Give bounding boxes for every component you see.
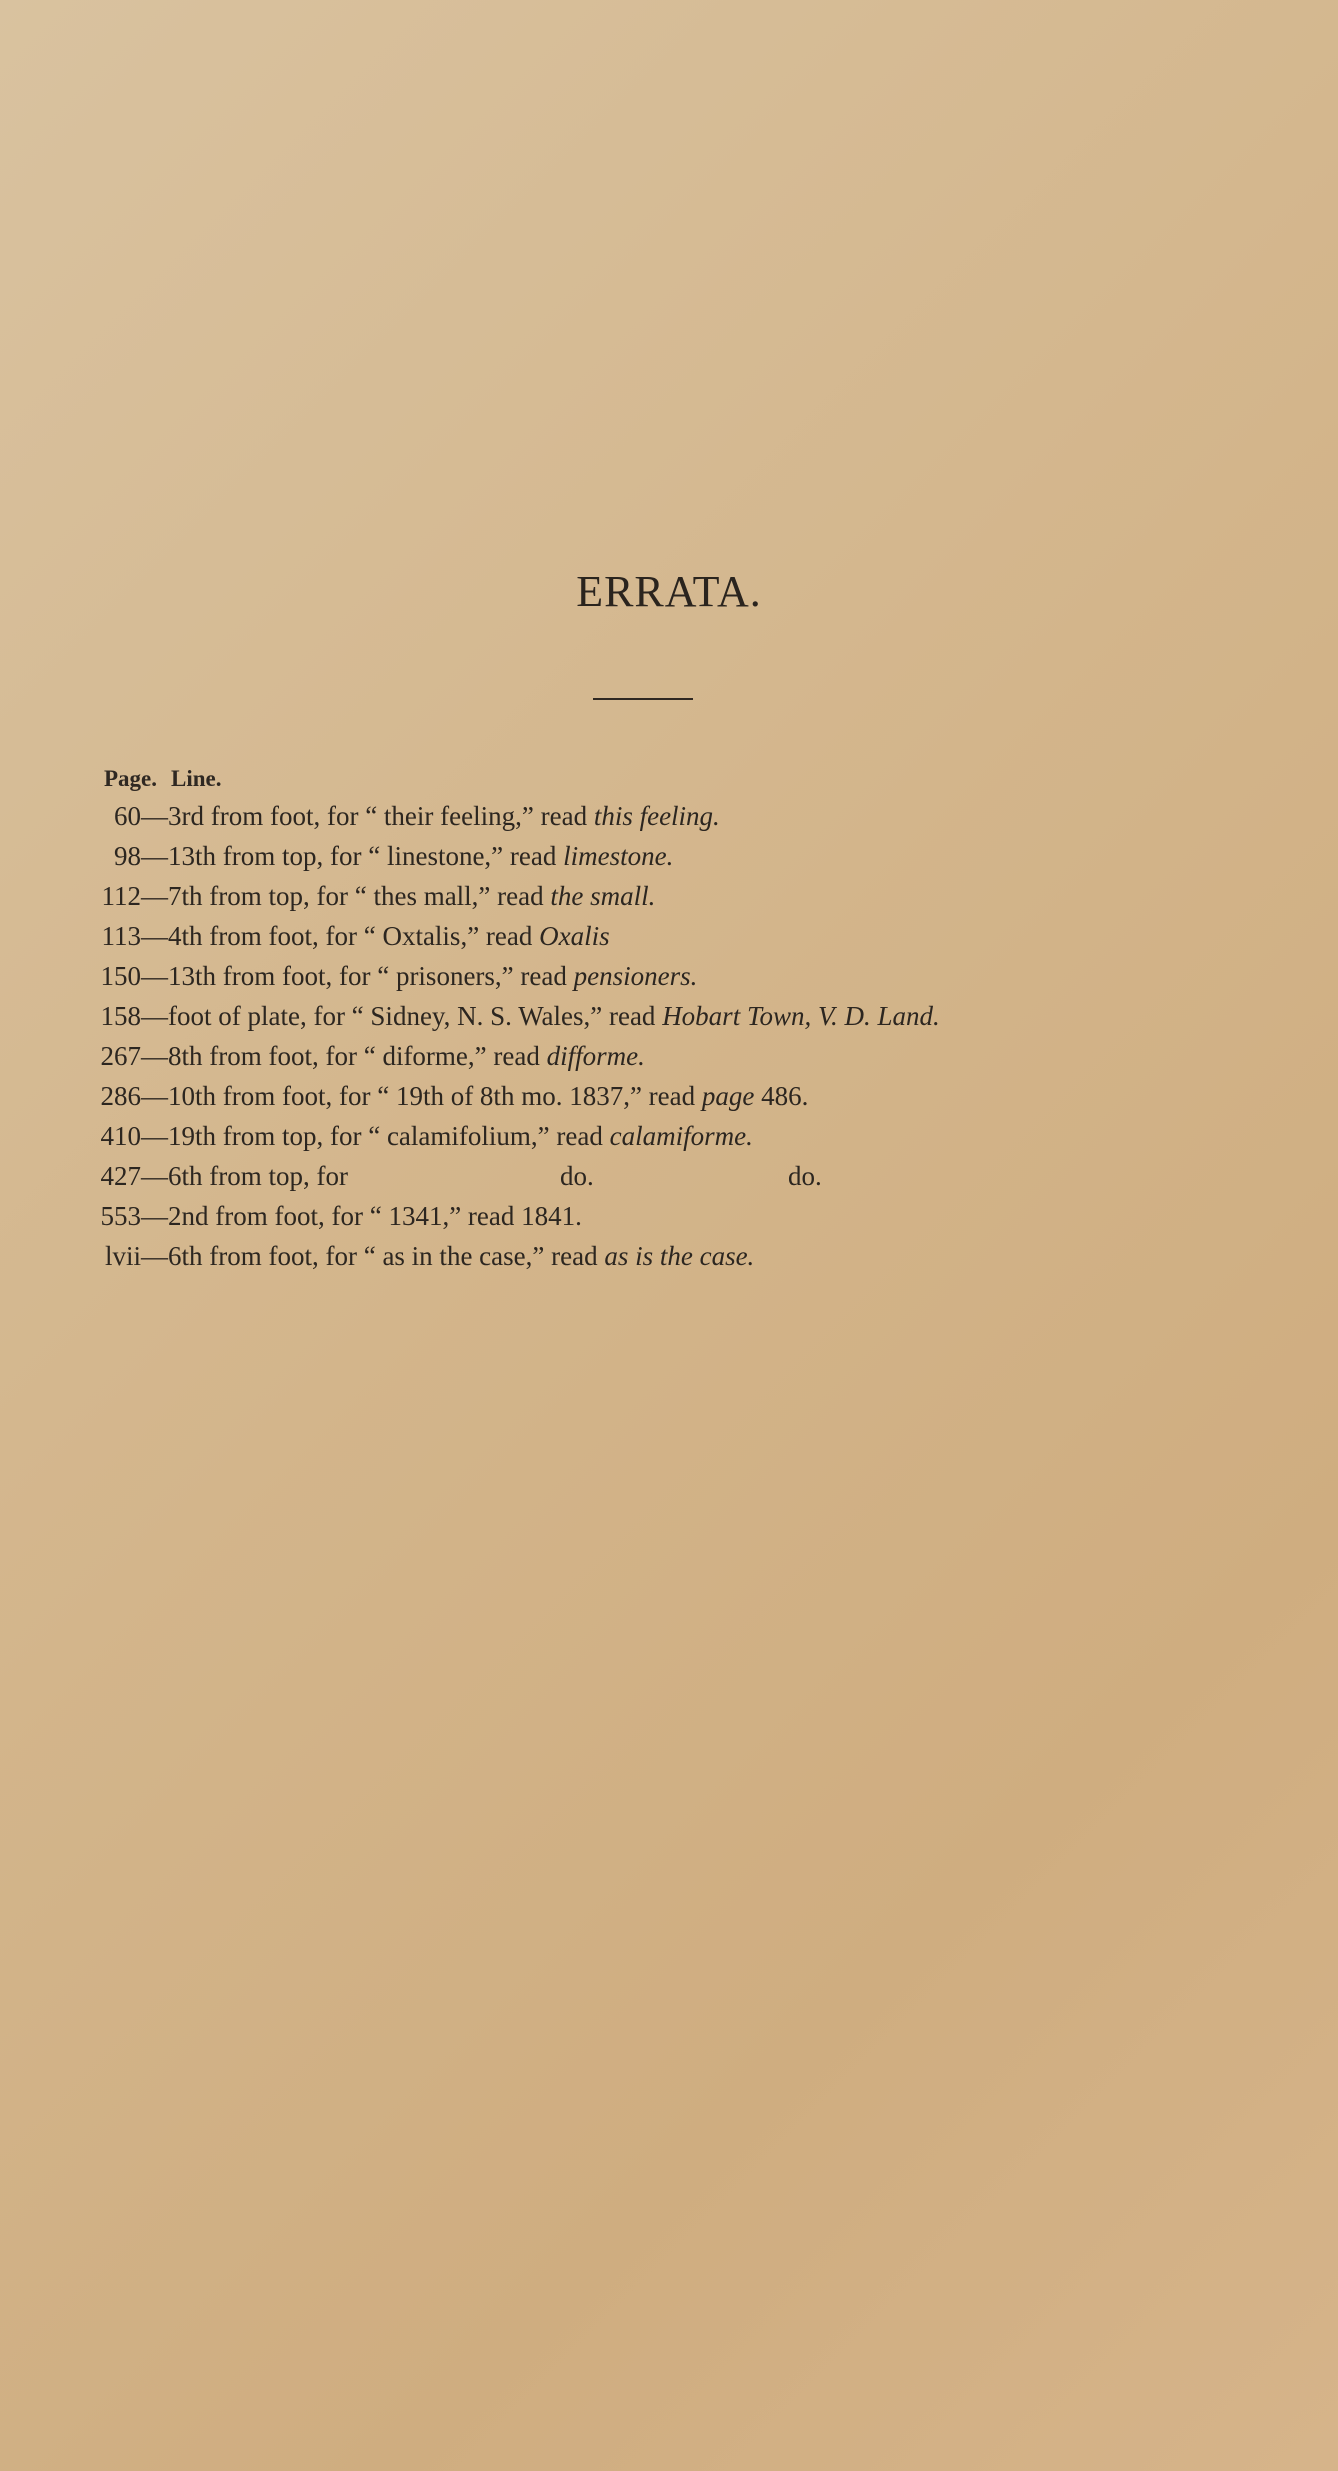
column-header [104,766,222,792]
errata-entry [0,1196,1338,1236]
entry-text: 2nd from foot, for “ 1341,” read 1841. [168,1201,582,1231]
entry-text: 4th from foot, for “ Oxtalis,” read Oxalis [168,921,610,951]
entry-page: 267— [100,1041,168,1071]
entry-page: 553— [100,1201,168,1231]
entry-correction: difforme. [546,1041,645,1071]
entry-suffix: 486. [754,1081,809,1111]
entry-text: 6th from foot, for “ as in the case,” read as is the case. [168,1241,755,1271]
entry-page: 113— [101,921,168,951]
entry-page: lvii— [104,1241,168,1271]
entry-ditto: do. [560,1161,594,1191]
errata-entry [0,1156,1338,1196]
entry-text: 13th from top, for “ linestone,” read limestone. [168,841,674,871]
page-column-label: Page. [104,766,158,791]
entry-text: 7th from top, for “ thes mall,” read the small. [168,881,656,911]
entry-text: 6th from top, for [168,1161,348,1191]
entry-correction: Hobart Town, V. D. Land. [662,1001,940,1031]
entry-page: 150— [100,961,168,991]
entry-correction: pensioners. [573,961,698,991]
errata-entry [0,956,1338,996]
errata-entry [0,876,1338,916]
entry-page: 427— [100,1161,168,1191]
errata-entry [0,916,1338,956]
errata-entry [0,996,1338,1036]
entry-correction: page [701,1081,755,1111]
entry-correction: calamiforme. [609,1121,753,1151]
entry-correction: as is the case. [604,1241,755,1271]
errata-entry [0,1116,1338,1156]
entry-correction: Oxalis [539,921,610,951]
errata-entry [0,1076,1338,1116]
errata-entry [0,1236,1338,1276]
page-title: ERRATA. [576,567,762,616]
entry-page: 286— [100,1081,168,1111]
entry-text: foot of plate, for “ Sidney, N. S. Wales,” read Hobart Town, V. D. Land. [168,1001,940,1031]
entry-text: 19th from top, for “ calamifolium,” read calamiforme. [168,1121,753,1151]
entry-page: 158— [100,1001,168,1031]
entry-text: 3rd from foot, for “ their feeling,” read this feeling. [168,801,720,831]
entry-page: 112— [101,881,168,911]
entry-page: 410— [100,1121,168,1151]
errata-entry [0,836,1338,876]
errata-entry [0,796,1338,836]
entry-correction: this feeling. [593,801,720,831]
entry-correction: limestone. [563,841,674,871]
title-rule [593,698,693,700]
line-column-label: Line. [171,766,222,791]
entry-page: 60— [114,801,168,831]
errata-entry [0,1036,1338,1076]
entry-text: 10th from foot, for “ 19th of 8th mo. 1837,” read page 486. [168,1081,809,1111]
entry-text: 13th from foot, for “ prisoners,” read pensioners. [168,961,698,991]
entry-page: 98— [114,841,168,871]
entry-ditto: do. [788,1161,822,1191]
entry-correction: the small. [550,881,656,911]
entry-text: 8th from foot, for “ diforme,” read difforme. [168,1041,645,1071]
